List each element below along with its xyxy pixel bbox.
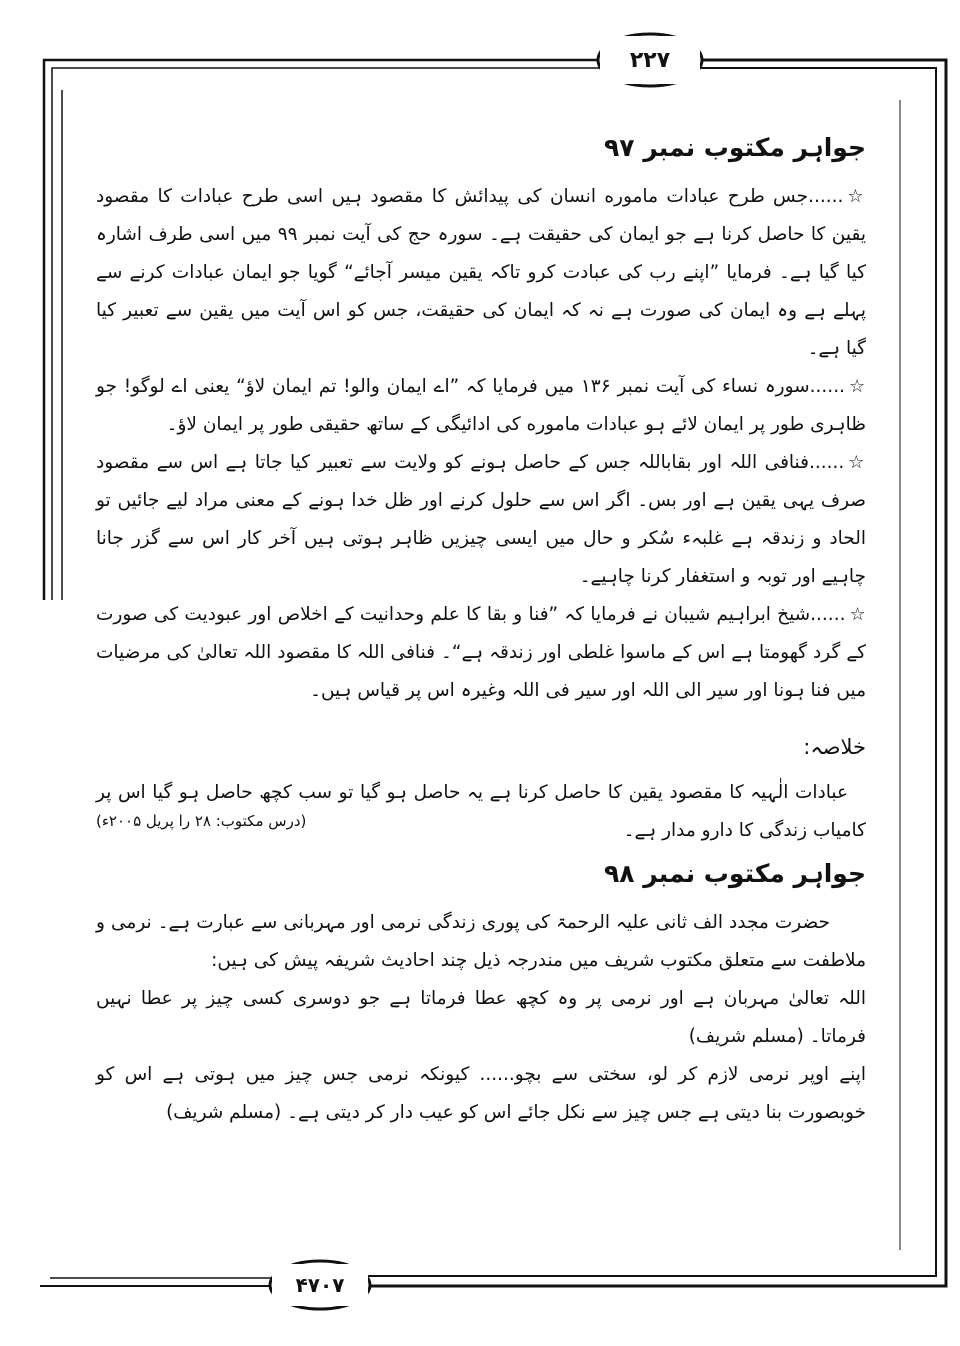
paragraph-3 bbox=[96, 444, 866, 596]
paragraph-4-text: ......شیخ ابراہیم شیبان نے فرمایا کہ ”فنا و بقا کا علم وحدانیت کے اخلاص اور عبودیت کی صورت کے گرد گھومتا ہے اس کے ماسوا غلطی اور زندقہ ہے“۔ فنافی اللہ کا مقصود اللہ تعالیٰ کی مرضیات میں فنا ہونا اور سیر الی اللہ اور سیر فی اللہ وغیرہ اس پر قیاس ہیں۔ bbox=[96, 604, 866, 701]
reference-wrap bbox=[96, 812, 866, 850]
hadith-2: اپنے اوپر نرمی لازم کر لو، سختی سے بچو...... کیونکہ نرمی جس چیز میں ہوتی ہے اس کو خوبصورت بنا دیتی ہے جس چیز سے نکل جائے اس کو عیب دار کر دیتی ہے۔ (مسلم شریف) bbox=[96, 1064, 866, 1123]
paragraph-3-text: ......فنافی اللہ اور بقاباللہ جس کے حاصل ہونے کو ولایت سے تعبیر کیا جاتا ہے اس سے مقصود صرف یہی یقین ہے اور بس۔ اگر اس سے حلول کرنے اور ظل خدا ہونے کے معنی مراد لیے جائیں تو الحاد و زندقہ ہے غلبہء سُکر و حال میں ایسی چیزیں ظاہر ہوتی ہیں آخر کار اس سے گزر جانا چاہیے اور توبہ و استغفار کرنا چاہیے۔ bbox=[96, 452, 866, 587]
star-icon: ☆ bbox=[847, 186, 866, 207]
letter-98-intro-text: حضرت مجدد الف ثانی علیہ الرحمۃ کی پوری زندگی نرمی اور مہربانی سے عبارت ہے۔ نرمی و ملاطفت سے متعلق مکتوب شریف میں مندرجہ ذیل چند احادیث شریفہ پیش کی ہیں: bbox=[96, 912, 866, 971]
hadith-1: اللہ تعالیٰ مہربان ہے اور نرمی پر وہ کچھ عطا فرماتا ہے جو دوسری کسی چیز پر عطا نہیں فرماتا۔ (مسلم شریف) bbox=[96, 988, 866, 1047]
letter-97-title: جواہر مکتوب نمبر ۹۷ bbox=[603, 133, 866, 162]
summary-body: عبادات الٰہیہ کا مقصود یقین کا حاصل کرنا ہے یہ حاصل ہو گیا تو سب کچھ حاصل ہو گیا اس پر کامیاب زندگی کا دارو مدار ہے۔ bbox=[96, 782, 866, 841]
paragraph-1 bbox=[96, 178, 866, 368]
bottom-page-number: ۴۷۰۷ bbox=[272, 1264, 368, 1306]
star-icon: ☆ bbox=[848, 376, 866, 397]
paragraph-1-text: ......جس طرح عبادات ماموره انسان کی پیدائش کا مقصود ہیں اسی طرح عبادات کا مقصود یقین کا حاصل کرنا ہے جو ایمان کی حقیقت ہے۔ سورہ حج کی آیت نمبر ۹۹ میں اسی طرف اشارہ کیا گیا ہے۔ فرمایا ”اپنے رب کی عبادت کرو تاکہ یقین میسر آجائے“ گویا جو ایمان عبادات کرنے سے پہلے ہے وہ ایمان کی صورت ہے نہ کہ ایمان کی حقیقت، جس کو اس آیت میں یقین سے تعبیر کیا گیا ہے۔ bbox=[96, 186, 866, 359]
letter-98-title: جواہر مکتوب نمبر ۹۸ bbox=[603, 859, 866, 888]
page-content bbox=[96, 130, 866, 1132]
paragraph-2-text: ......سورہ نساء کی آیت نمبر ۱۳۶ میں فرمایا کہ ”اے ایمان والو! تم ایمان لاؤ“ یعنی اے لوگو! جو ظاہری طور پر ایمان لائے ہو عبادات ماموره کی ادائیگی کے ساتھ حقیقی طور پر ایمان لاؤ۔ bbox=[96, 376, 866, 435]
paragraph-2 bbox=[96, 368, 866, 444]
paragraph-4 bbox=[96, 596, 866, 710]
lesson-reference: (درس مکتوب: ۲۸ را پریل ۲۰۰۵ء) bbox=[96, 812, 307, 830]
star-icon: ☆ bbox=[848, 452, 866, 473]
summary-label: خلاصہ: bbox=[803, 735, 866, 759]
top-page-number: ۲۲۷ bbox=[600, 36, 700, 84]
letter-98-intro bbox=[96, 904, 866, 980]
star-icon: ☆ bbox=[849, 604, 866, 625]
